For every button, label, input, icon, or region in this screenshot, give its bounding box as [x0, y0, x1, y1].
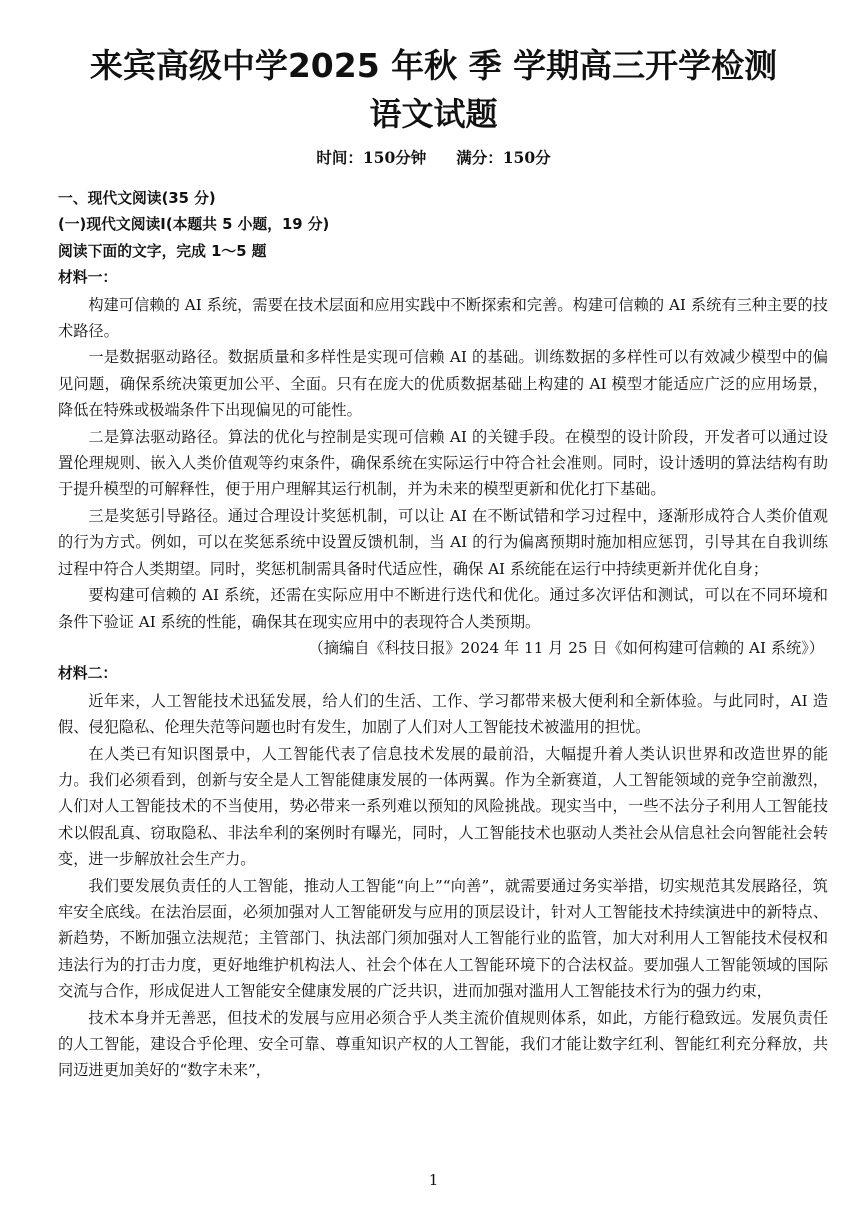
material-one-source: （摘编自《科技日报》2024 年 11 月 25 日《如何构建可信赖的 AI 系统》） [308, 638, 824, 657]
material-two-paragraph: 技术本身并无善恶，但技术的发展与应用必须合乎人类主流价值规则体系，如此，方能行稳致远。发展负责任的人工智能，建设合乎伦理、安全可靠、尊重知识产权的人工智能，我们才能让数字红利、智能红利充分释放，共同迈进更加美好的“数字未来”， [58, 1008, 828, 1080]
exam-info [0, 146, 867, 170]
exam-subtitle: 语文试题 [369, 95, 498, 133]
material-two-paragraph: 近年来，人工智能技术迅猛发展，给人们的生活、工作、学习都带来极大便利和全新体验。与此同时，AI 造假、侵犯隐私、伦理失范等问题也时有发生，加剧了人们对人工智能技术被滥用的担忧。 [58, 691, 828, 737]
page-number: 1 [428, 1171, 439, 1189]
reading-content [58, 186, 828, 1084]
instruction: 阅读下面的文字，完成 1～5 题 [58, 242, 267, 260]
sub-heading: (一)现代文阅读Ⅰ(本题共 5 小题，19 分) [58, 216, 330, 234]
material-one-label: 材料一： [58, 269, 118, 287]
exam-score: 满分：150分 [456, 148, 551, 167]
exam-title: 来宾高级中学2025 年秋 季 学期高三开学检测 [89, 46, 778, 85]
exam-time: 时间：150分钟 [316, 148, 427, 167]
material-two-paragraph: 在人类已有知识图景中，人工智能代表了信息技术发展的最前沿，大幅提升着人类认识世界和改造世界的能力。我们必须看到，创新与安全是人工智能健康发展的一体两翼。作为全新赛道，人工智能领域的竞争空前激烈，人们对人工智能技术的不当使用，势必带来一系列难以预知的风险挑战。现实当中，一些不法分子利用人工智能技术以假乱真、窃取隐私、非法牟利的案例时有曝光，同时，人工智能技术也驱动人类社会从信息社会向智能社会转变，进一步解放社会生产力。 [58, 744, 828, 869]
material-one-paragraph: 一是数据驱动路径。数据质量和多样性是实现可信赖 AI 的基础。训练数据的多样性可以有效减少模型中的偏见问题，确保系统决策更加公平、全面。只有在庞大的优质数据基础上构建的 AI 模型才能适应广泛的应用场景，降低在特殊或极端条件下出现偏见的可能性。 [58, 348, 828, 420]
material-one-paragraph: 要构建可信赖的 AI 系统，还需在实际应用中不断进行迭代和优化。通过多次评估和测试，可以在不同环境和条件下验证 AI 系统的性能，确保其在现实应用中的表现符合人类预期。 [58, 586, 828, 631]
material-two-label: 材料二： [58, 665, 118, 683]
material-one-paragraph: 构建可信赖的 AI 系统，需要在技术层面和应用实践中不断探索和完善。构建可信赖的 AI 系统有三种主要的技术路径。 [58, 295, 828, 341]
material-one-paragraph: 三是奖惩引导路径。通过合理设计奖惩机制，可以让 AI 在不断试错和学习过程中，逐渐形成符合人类价值观的行为方式。例如，可以在奖惩系统中设置反馈机制，当 AI 的行为偏离预期时施加相应惩罚，引导其在自我训练过程中符合人类期望。同时，奖惩机制需具备时代适应性，确保 AI 系统能在运行中持续更新并优化自身； [58, 506, 828, 578]
material-two-paragraph: 我们要发展负责任的人工智能，推动人工智能“向上”“向善”，就需要通过务实举措，切实规范其发展路径，筑牢安全底线。在法治层面，必须加强对人工智能研发与应用的顶层设计，针对人工智能技术持续演进中的新特点、新趋势，不断加强立法规范；主管部门、执法部门须加强对人工智能行业的监管，加大对利用人工智能技术侵权和违法行为的打击力度，更好地维护机构法人、社会个体在人工智能环境下的合法权益。要加强人工智能领域的国际交流与合作，形成促进人工智能安全健康发展的广泛共识，进而加强对滥用人工智能技术行为的强力约束， [58, 876, 828, 1001]
part-heading: 一、现代文阅读(35 分) [58, 190, 216, 207]
material-one-paragraph: 二是算法驱动路径。算法的优化与控制是实现可信赖 AI 的关键手段。在模型的设计阶段，开发者可以通过设置伦理规则、嵌入人类价值观等约束条件，确保系统在实际运行中符合社会准则。同时，设计透明的算法结构有助于提升模型的可解释性，便于用户理解其运行机制，并为未来的模型更新和优化打下基础。 [58, 427, 828, 499]
